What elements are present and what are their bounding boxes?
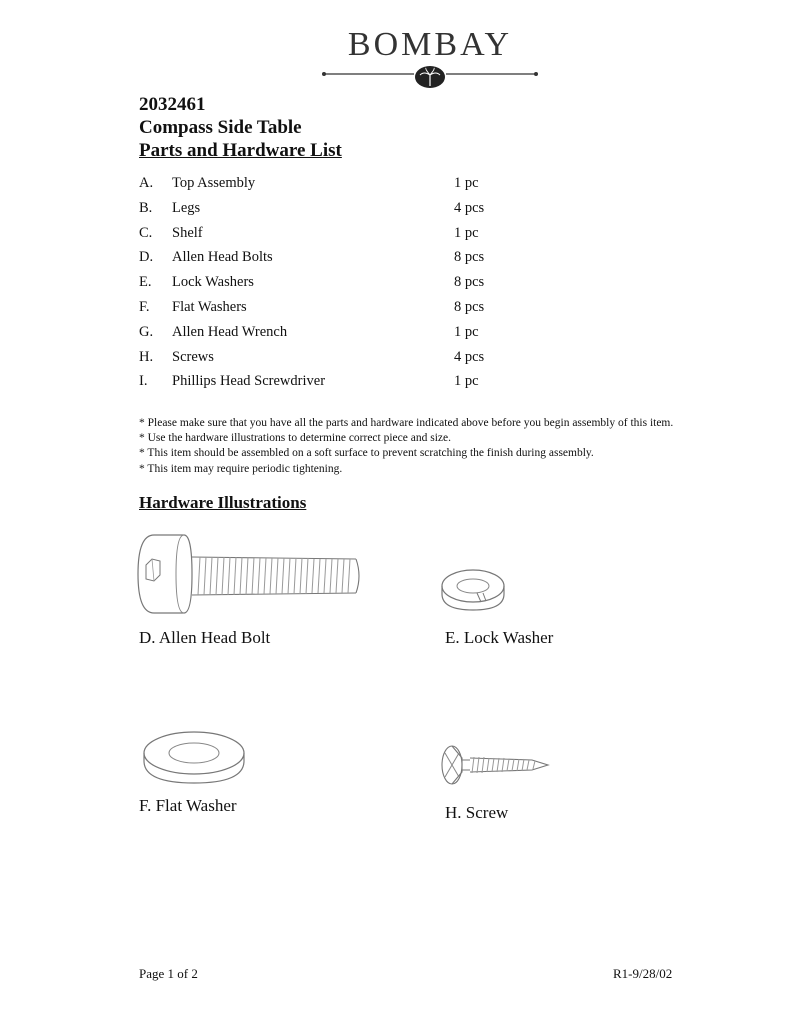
part-qty: 8 pcs bbox=[454, 274, 485, 291]
note-line: * This item should be assembled on a soft surface to prevent scratching the finish during assembly. bbox=[139, 447, 594, 460]
parts-row bbox=[139, 175, 559, 200]
part-name: Shelf bbox=[172, 224, 203, 241]
caption-screw: H. Screw bbox=[445, 803, 509, 822]
part-letter: B. bbox=[139, 199, 153, 216]
part-name: Lock Washers bbox=[172, 274, 254, 291]
part-qty: 8 pcs bbox=[454, 249, 485, 266]
part-letter: D. bbox=[139, 249, 154, 266]
allen-head-bolt-icon bbox=[136, 531, 364, 617]
part-name: Screws bbox=[172, 348, 214, 365]
section-title: Parts and Hardware List bbox=[139, 140, 342, 161]
part-qty: 1 pc bbox=[454, 323, 479, 340]
caption-lock-washer: E. Lock Washer bbox=[445, 628, 554, 647]
part-letter: E. bbox=[139, 274, 152, 291]
parts-row bbox=[139, 200, 559, 225]
bombay-logo bbox=[320, 26, 540, 92]
part-letter: C. bbox=[139, 224, 153, 241]
parts-row bbox=[139, 299, 559, 324]
parts-row bbox=[139, 324, 559, 349]
part-name: Top Assembly bbox=[172, 175, 256, 191]
caption-allen-head-bolt: D. Allen Head Bolt bbox=[139, 628, 271, 647]
screw-icon bbox=[440, 744, 552, 786]
part-name: Flat Washers bbox=[172, 298, 247, 315]
part-name: Allen Head Wrench bbox=[172, 323, 288, 340]
caption-flat-washer: F. Flat Washer bbox=[139, 796, 237, 815]
part-name: Allen Head Bolts bbox=[172, 249, 273, 266]
hardware-illustrations-title: Hardware Illustrations bbox=[139, 493, 307, 512]
part-letter: G. bbox=[139, 323, 154, 340]
parts-row bbox=[139, 249, 559, 274]
product-name: Compass Side Table bbox=[139, 117, 302, 138]
brand-name: BOMBAY bbox=[347, 26, 513, 63]
parts-row bbox=[139, 225, 559, 250]
part-qty: 1 pc bbox=[454, 224, 479, 241]
assembly-notes bbox=[139, 416, 673, 477]
flat-washer-icon bbox=[141, 729, 247, 787]
part-qty: 8 pcs bbox=[454, 298, 485, 315]
part-letter: F. bbox=[139, 298, 150, 315]
part-letter: I. bbox=[139, 373, 148, 390]
part-name: Legs bbox=[172, 199, 201, 216]
note-line: * Please make sure that you have all the parts and hardware indicated above before you begin assembly of this item. bbox=[139, 417, 674, 429]
lock-washer-icon bbox=[439, 566, 507, 612]
item-number: 2032461 bbox=[139, 94, 206, 115]
part-qty: 1 pc bbox=[454, 175, 479, 191]
part-qty: 1 pc bbox=[454, 373, 479, 390]
parts-row bbox=[139, 349, 559, 374]
parts-list bbox=[139, 175, 559, 398]
parts-row bbox=[139, 274, 559, 299]
part-letter: A. bbox=[139, 175, 154, 191]
note-line: * This item may require periodic tightening. bbox=[139, 462, 343, 475]
note-line: * Use the hardware illustrations to determine correct piece and size. bbox=[139, 432, 451, 445]
part-name: Phillips Head Screwdriver bbox=[172, 373, 326, 390]
revision-code: R1-9/28/02 bbox=[613, 966, 673, 981]
part-letter: H. bbox=[139, 348, 154, 365]
page-number: Page 1 of 2 bbox=[139, 966, 198, 981]
part-qty: 4 pcs bbox=[454, 348, 485, 365]
parts-row bbox=[139, 373, 559, 398]
part-qty: 4 pcs bbox=[454, 199, 485, 216]
palm-tree-icon bbox=[320, 66, 540, 92]
